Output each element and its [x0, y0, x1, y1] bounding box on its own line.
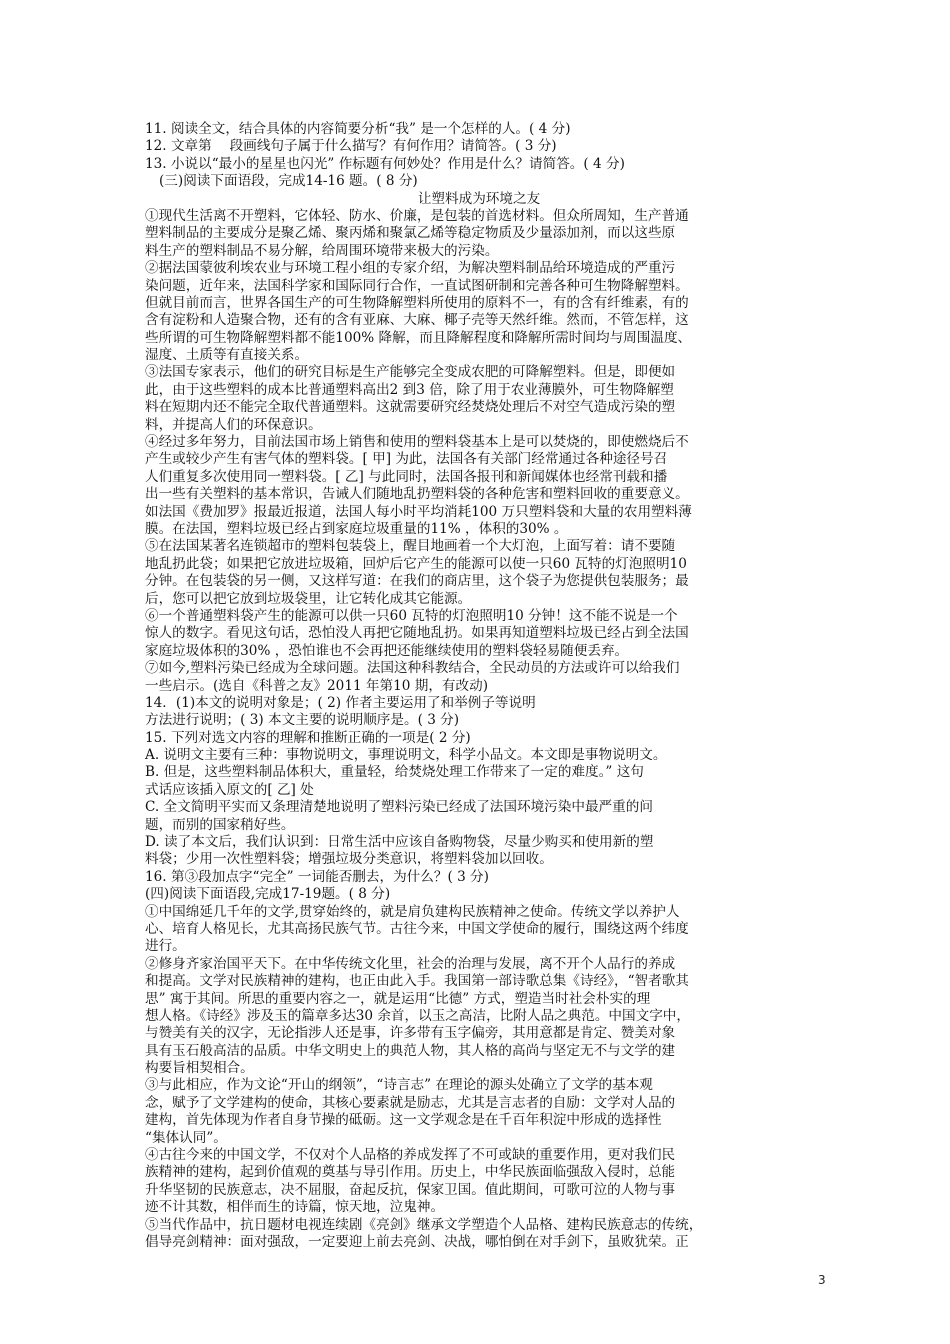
- text-line: 12. 文章第 段画线句子属于什么描写？有何作用？请简答。( 3 分): [145, 138, 557, 155]
- text-line: 膜。在法国，塑料垃圾已经占到家庭垃圾重量的11% ，体积的30% 。: [145, 520, 568, 537]
- text-line: 塑料制品的主要成分是聚乙烯、聚丙烯和聚氯乙烯等稳定物质及少量添加剂，而以这些原: [145, 225, 676, 242]
- text-line: “集体认同”。: [145, 1129, 227, 1146]
- text-line: 料，并提高人们的环保意识。: [145, 416, 322, 433]
- text-line: 分钟。在包装袋的另一侧，又这样写道：在我们的商店里，这个袋子为您提供包装服务；最: [145, 573, 689, 590]
- text-line: 建构，首先体现为作者自身节操的砥砺。这一文学观念是在千百年积淀中形成的选择性: [145, 1112, 662, 1129]
- text-line: ①中国绵延几千年的文学,贯穿始终的，就是肩负建构民族精神之使命。传统文学以养护人: [145, 903, 680, 920]
- text-line: 11. 阅读全文，结合具体的内容简要分析“我” 是一个怎样的人。( 4 分): [145, 121, 571, 137]
- text-line: (四)阅读下面语段,完成17-19题。( 8 分): [145, 886, 391, 903]
- text-line: D. 读了本文后，我们认识到：日常生活中应该自备购物袋，尽量少购买和使用新的塑: [145, 834, 654, 851]
- text-line: 题，而别的国家稍好些。: [145, 816, 295, 833]
- text-line: 具有玉石般高洁的品质。中华文明史上的典范人物，其人格的高尚与坚定无不与文学的建: [145, 1042, 676, 1059]
- text-line: ③法国专家表示，他们的研究目标是生产能够完全变成农肥的可降解塑料。但是，即便如: [145, 364, 676, 381]
- article-title: 让塑料成为环境之友: [417, 190, 541, 207]
- text-line: 念，赋予了文学建构的使命，其核心要素就是励志，尤其是言志者的自励：文学对人品的: [145, 1094, 676, 1111]
- text-line: ④古往今来的中国文学，不仅对个人品格的养成发挥了不可或缺的重要作用，更对我们民: [145, 1147, 676, 1164]
- text-line: 料生产的塑料制品不易分解，给周围环境带来极大的污染。: [145, 242, 499, 259]
- text-line: ②据法国蒙彼利埃农业与环境工程小组的专家介绍，为解决塑料制品给环境造成的严重污: [145, 260, 676, 277]
- text-line: ⑤当代作品中，抗日题材电视连续剧《亮剑》继承文学塑造个人品格、建构民族意志的传统，: [145, 1216, 703, 1233]
- text-line: 升华坚韧的民族意志，决不屈服，奋起反抗，保家卫国。值此期间，可歌可泣的人物与事: [145, 1181, 676, 1198]
- text-line: 出一些有关塑料的基本常识，告诫人们随地乱扔塑料袋的各种危害和塑料回收的重要意义。: [145, 486, 689, 503]
- text-line: 进行。: [145, 938, 186, 955]
- text-line: 14．(1)本文的说明对象是；( 2) 作者主要运用了和举例子等说明: [145, 694, 536, 711]
- text-line: 人们重复多次使用同一塑料袋。[ 乙] 与此同时，法国各报刊和新闻媒体也经常刊载和播: [145, 468, 668, 485]
- text-line: 地乱扔此袋；如果把它放进垃圾箱，回炉后它产生的能源可以使一只60 瓦特的灯泡照明10: [145, 555, 687, 572]
- text-line: 产生或较少产生有害气体的塑料袋。[ 甲] 为此，法国各有关部门经常通过各种途径号召: [145, 451, 668, 468]
- text-line: 式话应该插入原文的[ 乙] 处: [145, 781, 314, 798]
- text-line: ①现代生活离不开塑料，它体轻、防水、价廉，是包装的首选材料。但众所周知，生产普通: [145, 207, 689, 224]
- text-line: ③与此相应，作为文论“开山的纲领”，“诗言志” 在理论的源头处确立了文学的基本观: [145, 1077, 653, 1094]
- text-line: 惊人的数字。看见这句话，恐怕没人再把它随地乱扔。如果再知道塑料垃圾已经占到全法国: [145, 625, 689, 642]
- text-line: 但就目前而言，世界各国生产的可生物降解塑料所使用的原料不一，有的含有纤维素，有的: [145, 294, 689, 311]
- text-line: 一些启示。(选自《科普之友》2011 年第10 期，有改动): [145, 677, 489, 694]
- text-line: 13. 小说以“最小的星星也闪光” 作标题有何妙处？作用是什么？请简答。( 4 分): [145, 155, 625, 172]
- text-line: 心、培育人格见长，尤其高扬民族气节。古往今来，中国文学使命的履行，围绕这两个纬度: [145, 920, 689, 937]
- text-line: 迹不计其数，相伴而生的诗篇，惊天地，泣鬼神。: [145, 1199, 445, 1216]
- text-line: 倡导亮剑精神：面对强敌，一定要迎上前去亮剑、决战，哪怕倒在对手剑下，虽败犹荣。正: [145, 1234, 689, 1250]
- text-line: 方法进行说明；( 3) 本文主要的说明顺序是。( 3 分): [145, 712, 460, 729]
- text-line: C. 全文简明平实而又条理清楚地说明了塑料污染已经成了法国环境污染中最严重的问: [145, 799, 653, 816]
- text-line: (三)阅读下面语段，完成14-16 题。( 8 分): [159, 173, 418, 190]
- text-line: 想人格。《诗经》涉及玉的篇章多达30 余首，以玉之高洁，比附人品之典范。中国文字中，: [145, 1007, 690, 1024]
- text-line: 后，您可以把它放到垃圾袋里，让它转化成其它能源。: [145, 590, 472, 607]
- document-body: [145, 121, 813, 1251]
- text-line: A. 说明文主要有三种：事物说明文，事理说明文，科学小品文。本文即是事物说明文。: [145, 747, 667, 764]
- text-line: 家庭垃圾体积的30% ，恐怕谁也不会再把还能继续使用的塑料袋轻易随便丢弃。: [145, 642, 629, 659]
- text-line: 此，由于这些塑料的成本比普通塑料高出2 到3 倍，除了用于农业薄膜外，可生物降解塑: [145, 381, 674, 398]
- page-number: 3: [818, 1273, 826, 1287]
- text-line: 思” 寓于其间。所思的重要内容之一，就是运用“比德” 方式，塑造当时社会朴实的理: [145, 990, 651, 1007]
- text-line: ④经过多年努力，目前法国市场上销售和使用的塑料袋基本上是可以焚烧的，即使燃烧后不: [145, 434, 689, 451]
- text-line: 16. 第③段加点字“完全” 一词能否删去，为什么？( 3 分): [145, 868, 489, 885]
- text-line: 料袋；少用一次性塑料袋；增强垃圾分类意识，将塑料袋加以回收。: [145, 851, 553, 868]
- text-line: ⑥一个普通塑料袋产生的能源可以供一只60 瓦特的灯泡照明10 分钟！这不能不说是一个: [145, 607, 678, 624]
- text-line: ⑦如今,塑料污染已经成为全球问题。法国这种科教结合，全民动员的方法或许可以给我们: [145, 660, 680, 677]
- text-line: 料在短期内还不能完全取代普通塑料。这就需要研究经焚烧处理后不对空气造成污染的塑: [145, 399, 676, 416]
- text-line: 含有淀粉和人造聚合物，还有的含有亚麻、大麻、椰子壳等天然纤维。然而，不管怎样，这: [145, 312, 689, 329]
- text-line: 些所谓的可生物降解塑料都不能100% 降解，而且降解程度和降解所需时间均与周围温度、: [145, 329, 692, 346]
- text-line: B. 但是，这些塑料制品体积大，重量轻，给焚烧处理工作带来了一定的难度。” 这句: [145, 764, 644, 781]
- text-line: ⑤在法国某著名连锁超市的塑料包装袋上，醒目地画着一个大灯泡，上面写着：请不要随: [145, 538, 676, 555]
- text-line: 15. 下列对选文内容的理解和推断正确的一项是( 2 分): [145, 729, 471, 746]
- text-line: ②修身齐家治国平天下。在中华传统文化里，社会的治理与发展，离不开个人品行的养成: [145, 955, 676, 972]
- text-line: 如法国《费加罗》报最近报道，法国人每小时平均消耗100 万只塑料袋和大量的农用塑料薄: [145, 503, 692, 520]
- text-line: 染问题，近年来，法国科学家和国际同行合作，一直试图研制和完善各种可生物降解塑料。: [145, 277, 689, 294]
- text-line: 与赞美有关的汉字，无论指涉人还是事，许多带有玉字偏旁，其用意都是肯定、赞美对象: [145, 1025, 676, 1042]
- text-line: 湿度、土质等有直接关系。: [145, 347, 309, 364]
- text-line: 和提高。文学对民族精神的建构，也正由此入手。我国第一部诗歌总集《诗经》，“智者歌其: [145, 973, 689, 990]
- text-line: 构要旨相契相合。: [145, 1060, 254, 1077]
- text-line: 族精神的建构，起到价值观的奠基与导引作用。历史上，中华民族面临强敌入侵时，总能: [145, 1164, 676, 1181]
